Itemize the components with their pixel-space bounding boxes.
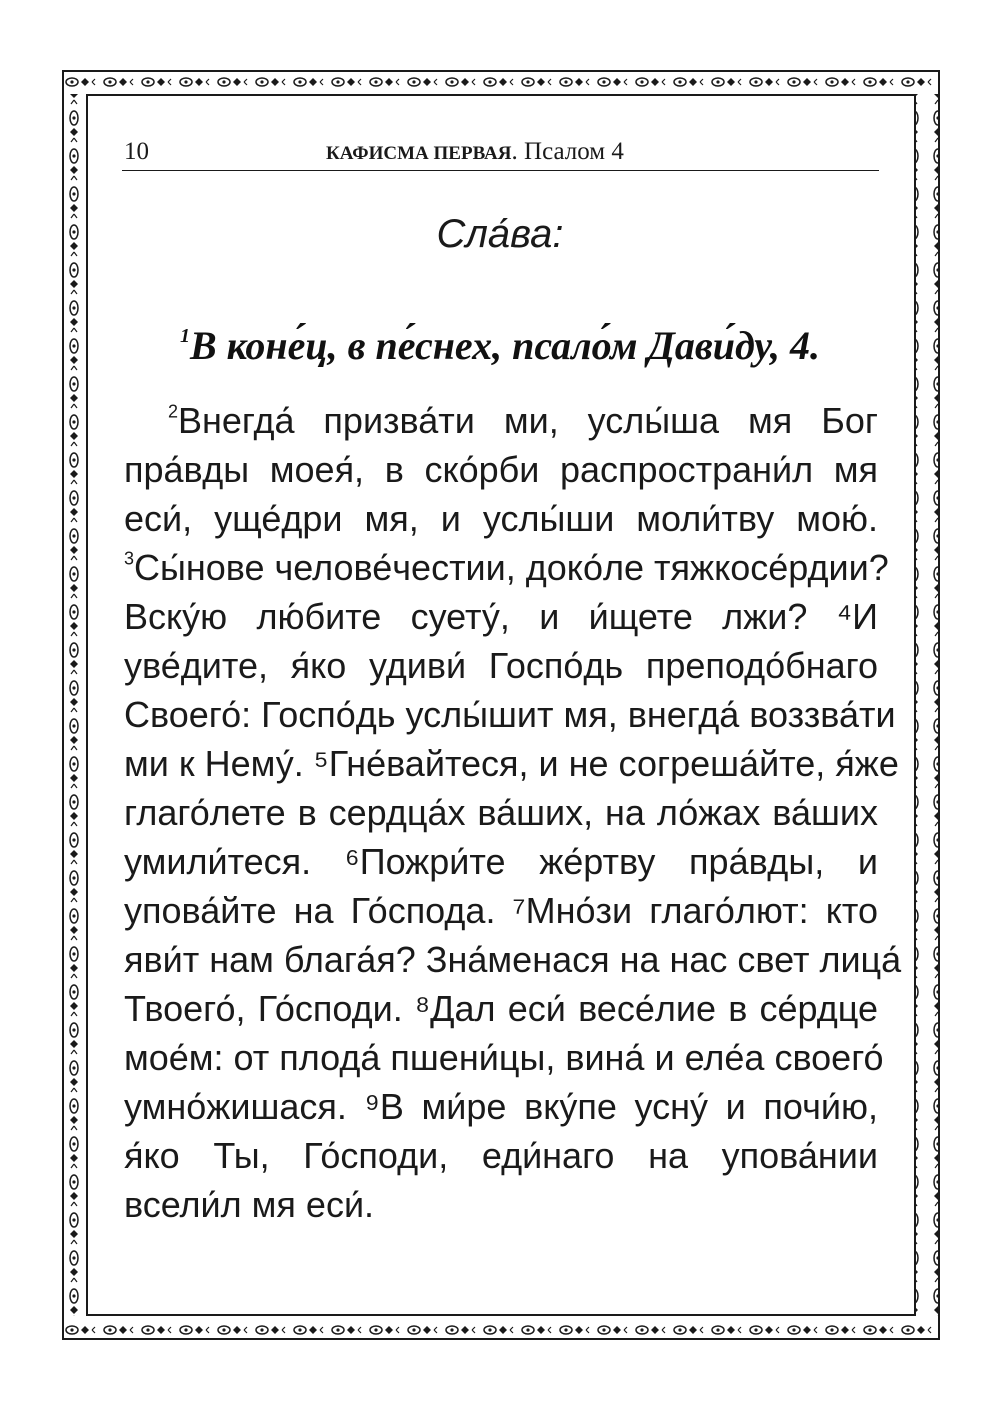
line-text: я́ко Ты, Го́споди, еди́наго на упова́нии [124,1135,878,1176]
text-line [124,1033,884,1082]
text-line [124,445,878,494]
verse-number: 2 [168,401,179,422]
running-head [326,138,624,166]
line-text: Сы́нове челове́честии, доко́ле тяжкосе́рдии? [134,547,889,588]
header-rule [122,170,879,171]
text-line [124,984,878,1033]
text-line [124,1180,878,1229]
psalm-title-verse-number: 1 [179,325,190,347]
text-line [124,739,899,788]
psalm-body [124,396,902,1229]
text-line [124,396,878,445]
text-line [124,592,878,641]
line-text: пра́вды моея́, в ско́рби распространи́л мя [124,449,878,490]
line-text: уве́дите, я́ко удиви́ Госпо́дь преподо́бнаго [124,645,878,686]
text-line [124,837,878,886]
text-line [124,543,889,592]
slava-heading: Сла́ва: [436,212,564,256]
running-head-section: КАФИСМА ПЕРВАЯ [326,143,512,164]
text-line [124,886,878,935]
line-text: всели́л мя еси́. [124,1184,375,1225]
line-text: Внегда́ призва́ти ми, услы́ша мя Бог [178,400,878,441]
text-line [124,690,896,739]
line-text: умно́жишася. ⁹В ми́ре вку́пе усну́ и почи́ю, [124,1086,878,1127]
psalm-title [0,322,1000,369]
line-text: ми к Нему́. ⁵Гне́вайтеся, и не согреша́йте, я́же [124,743,899,784]
text-line [124,641,878,690]
verse-number: 3 [124,548,135,569]
line-text: Вску́ю лю́бите суету́, и и́щете лжи? ⁴И [124,596,878,637]
line-text: Твоего́, Го́споди. ⁸Дал еси́ весе́лие в се́рдце [124,988,878,1029]
line-text: упова́йте на Го́спода. ⁷Мно́зи глаго́лют: кто [124,890,878,931]
line-text: Своего́: Госпо́дь услы́шит мя, внегда́ воззва́ти [124,694,896,735]
running-head-psalm: . Псалом 4 [511,138,624,165]
line-text: глаго́лете в сердца́х ва́ших, на ло́жах ва́ших [124,792,878,833]
text-line [124,494,878,543]
text-line [124,1131,878,1180]
page-number: 10 [124,138,149,165]
psalm-title-text: В коне́ц, в пе́снех, псало́м Дави́ду, 4. [189,323,821,368]
text-line [124,788,878,837]
text-line [124,935,902,984]
line-text: яви́т нам блага́я? Зна́менася на нас свет лица́ [124,939,902,980]
line-text: мое́м: от плода́ пшени́цы, вина́ и еле́а своего́ [124,1037,884,1078]
line-text: умили́теся. ⁶Пожри́те же́ртву пра́вды, и [124,841,878,882]
text-line [124,1082,878,1131]
line-text: еси́, уще́дри мя, и услы́ши моли́тву мою́. [124,498,878,539]
